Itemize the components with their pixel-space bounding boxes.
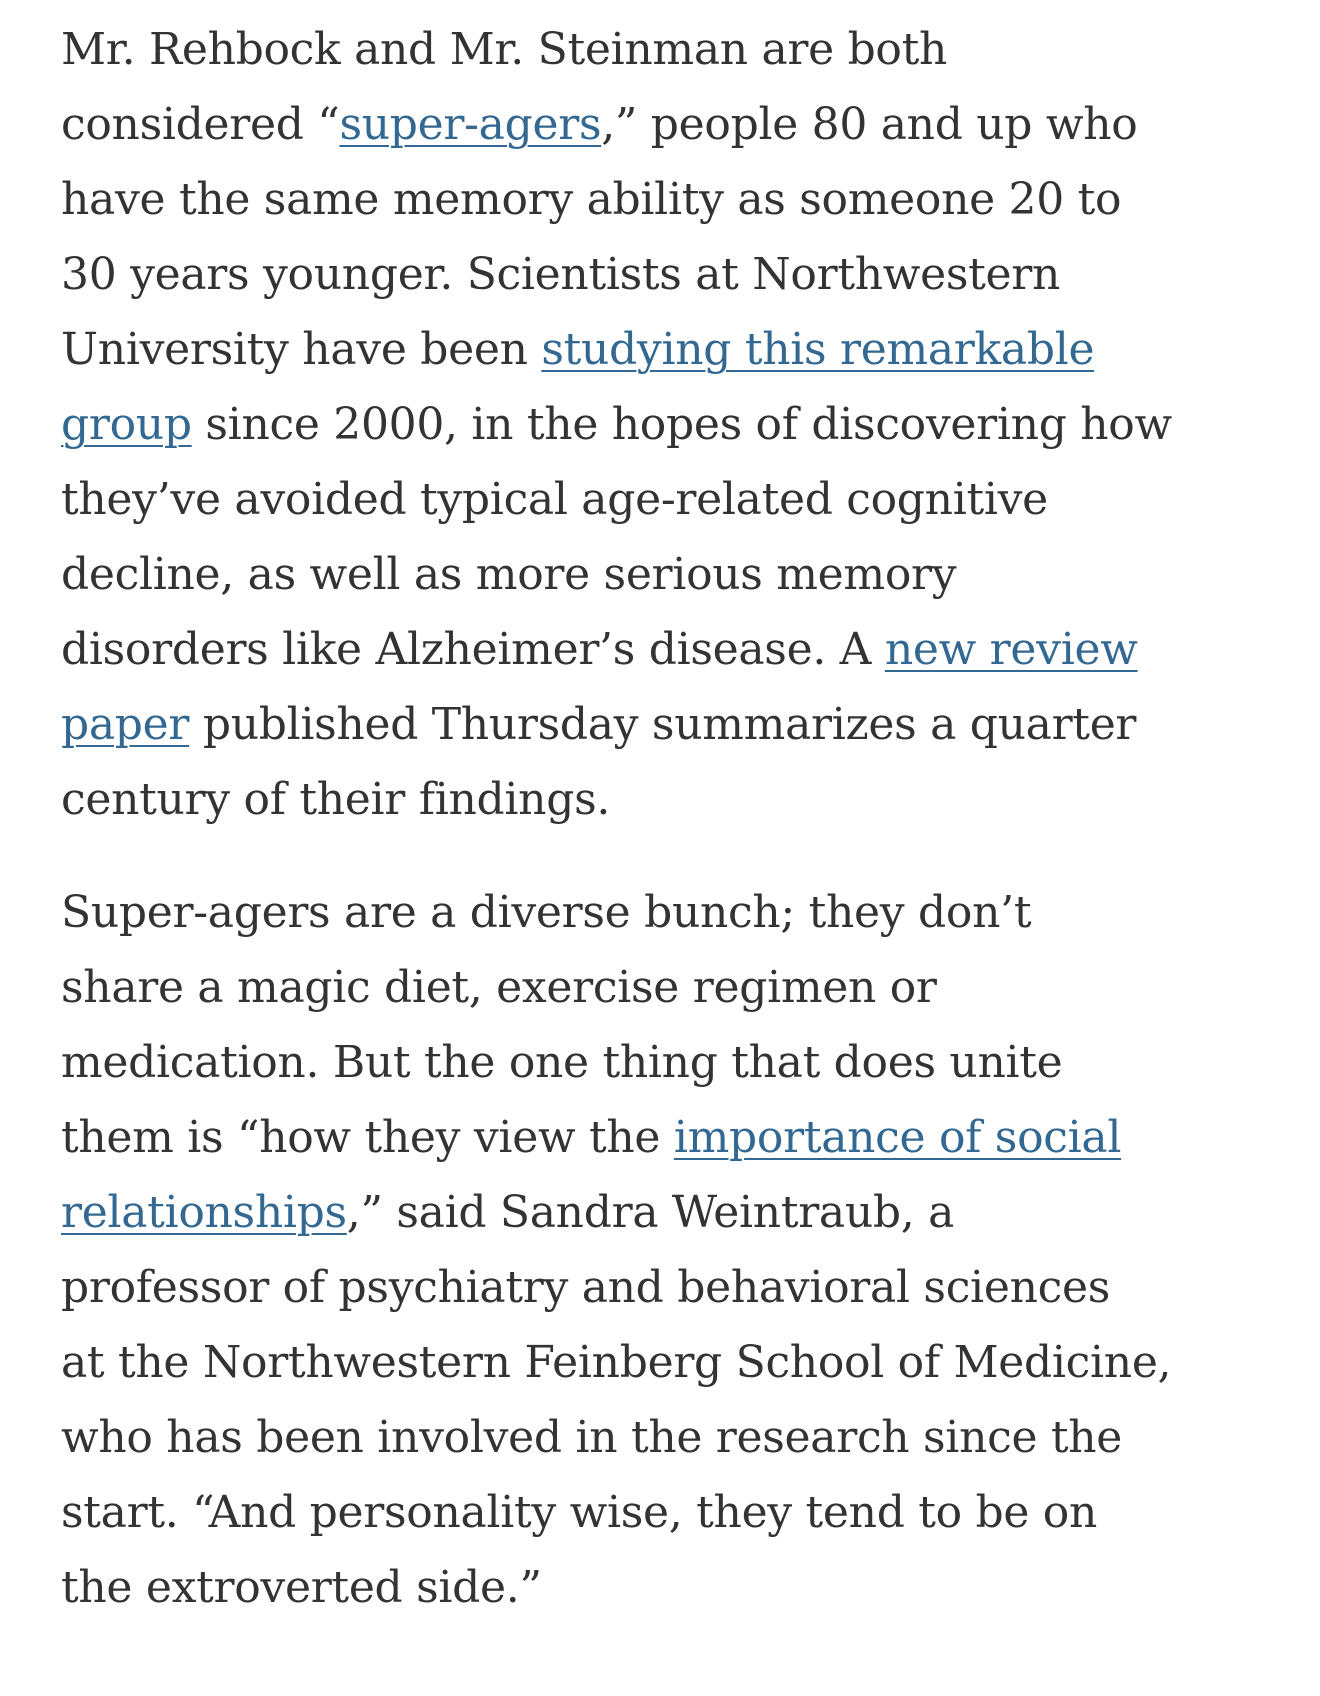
text-line: who has been involved in the research since the bbox=[61, 1412, 1123, 1463]
link-studying-this-remarkable-group[interactable]: studying this remarkable bbox=[541, 324, 1095, 375]
text-line bbox=[61, 312, 1271, 387]
text-line bbox=[61, 1175, 1271, 1250]
article-body bbox=[61, 12, 1271, 1625]
text-line bbox=[61, 612, 1271, 687]
paragraph-2 bbox=[61, 875, 1271, 1625]
link-new-review-paper[interactable]: paper bbox=[61, 699, 190, 750]
text-line: have the same memory ability as someone 20 to bbox=[61, 174, 1122, 225]
text-line: start. “And personality wise, they tend to be on bbox=[61, 1487, 1098, 1538]
link-importance-of-social-relationships[interactable]: relationships bbox=[61, 1187, 347, 1238]
text-line: they’ve avoided typical age-related cognitive bbox=[61, 474, 1048, 525]
text-line: the extroverted side.” bbox=[61, 1562, 542, 1613]
text-line: at the Northwestern Feinberg School of Medicine, bbox=[61, 1337, 1172, 1388]
link-super-agers[interactable]: super-agers bbox=[339, 99, 602, 150]
text-segment: disorders like Alzheimer’s disease. A bbox=[61, 624, 885, 675]
link-studying-this-remarkable-group[interactable]: group bbox=[61, 399, 192, 450]
text-line: Super-agers are a diverse bunch; they don’t bbox=[61, 887, 1032, 938]
text-line: professor of psychiatry and behavioral sciences bbox=[61, 1262, 1110, 1313]
text-line bbox=[61, 1100, 1271, 1175]
text-line: decline, as well as more serious memory bbox=[61, 549, 957, 600]
paragraph-1 bbox=[61, 12, 1271, 837]
text-segment: considered “ bbox=[61, 99, 340, 150]
text-segment: University have been bbox=[61, 324, 542, 375]
text-segment: them is “how they view the bbox=[61, 1112, 674, 1163]
text-line bbox=[61, 687, 1271, 762]
text-segment: since 2000, in the hopes of discovering how bbox=[191, 399, 1172, 450]
link-importance-of-social-relationships[interactable]: importance of social bbox=[673, 1112, 1122, 1163]
text-line bbox=[61, 87, 1271, 162]
text-segment: published Thursday summarizes a quarter bbox=[189, 699, 1137, 750]
text-segment: ,” people 80 and up who bbox=[601, 99, 1138, 150]
text-line: century of their findings. bbox=[61, 774, 611, 825]
text-line: medication. But the one thing that does unite bbox=[61, 1037, 1063, 1088]
text-line: share a magic diet, exercise regimen or bbox=[61, 962, 937, 1013]
text-segment: ,” said Sandra Weintraub, a bbox=[346, 1187, 955, 1238]
link-new-review-paper[interactable]: new review bbox=[884, 624, 1138, 675]
text-line: 30 years younger. Scientists at Northwestern bbox=[61, 249, 1061, 300]
text-line bbox=[61, 387, 1271, 462]
text-line: Mr. Rehbock and Mr. Steinman are both bbox=[61, 24, 948, 75]
